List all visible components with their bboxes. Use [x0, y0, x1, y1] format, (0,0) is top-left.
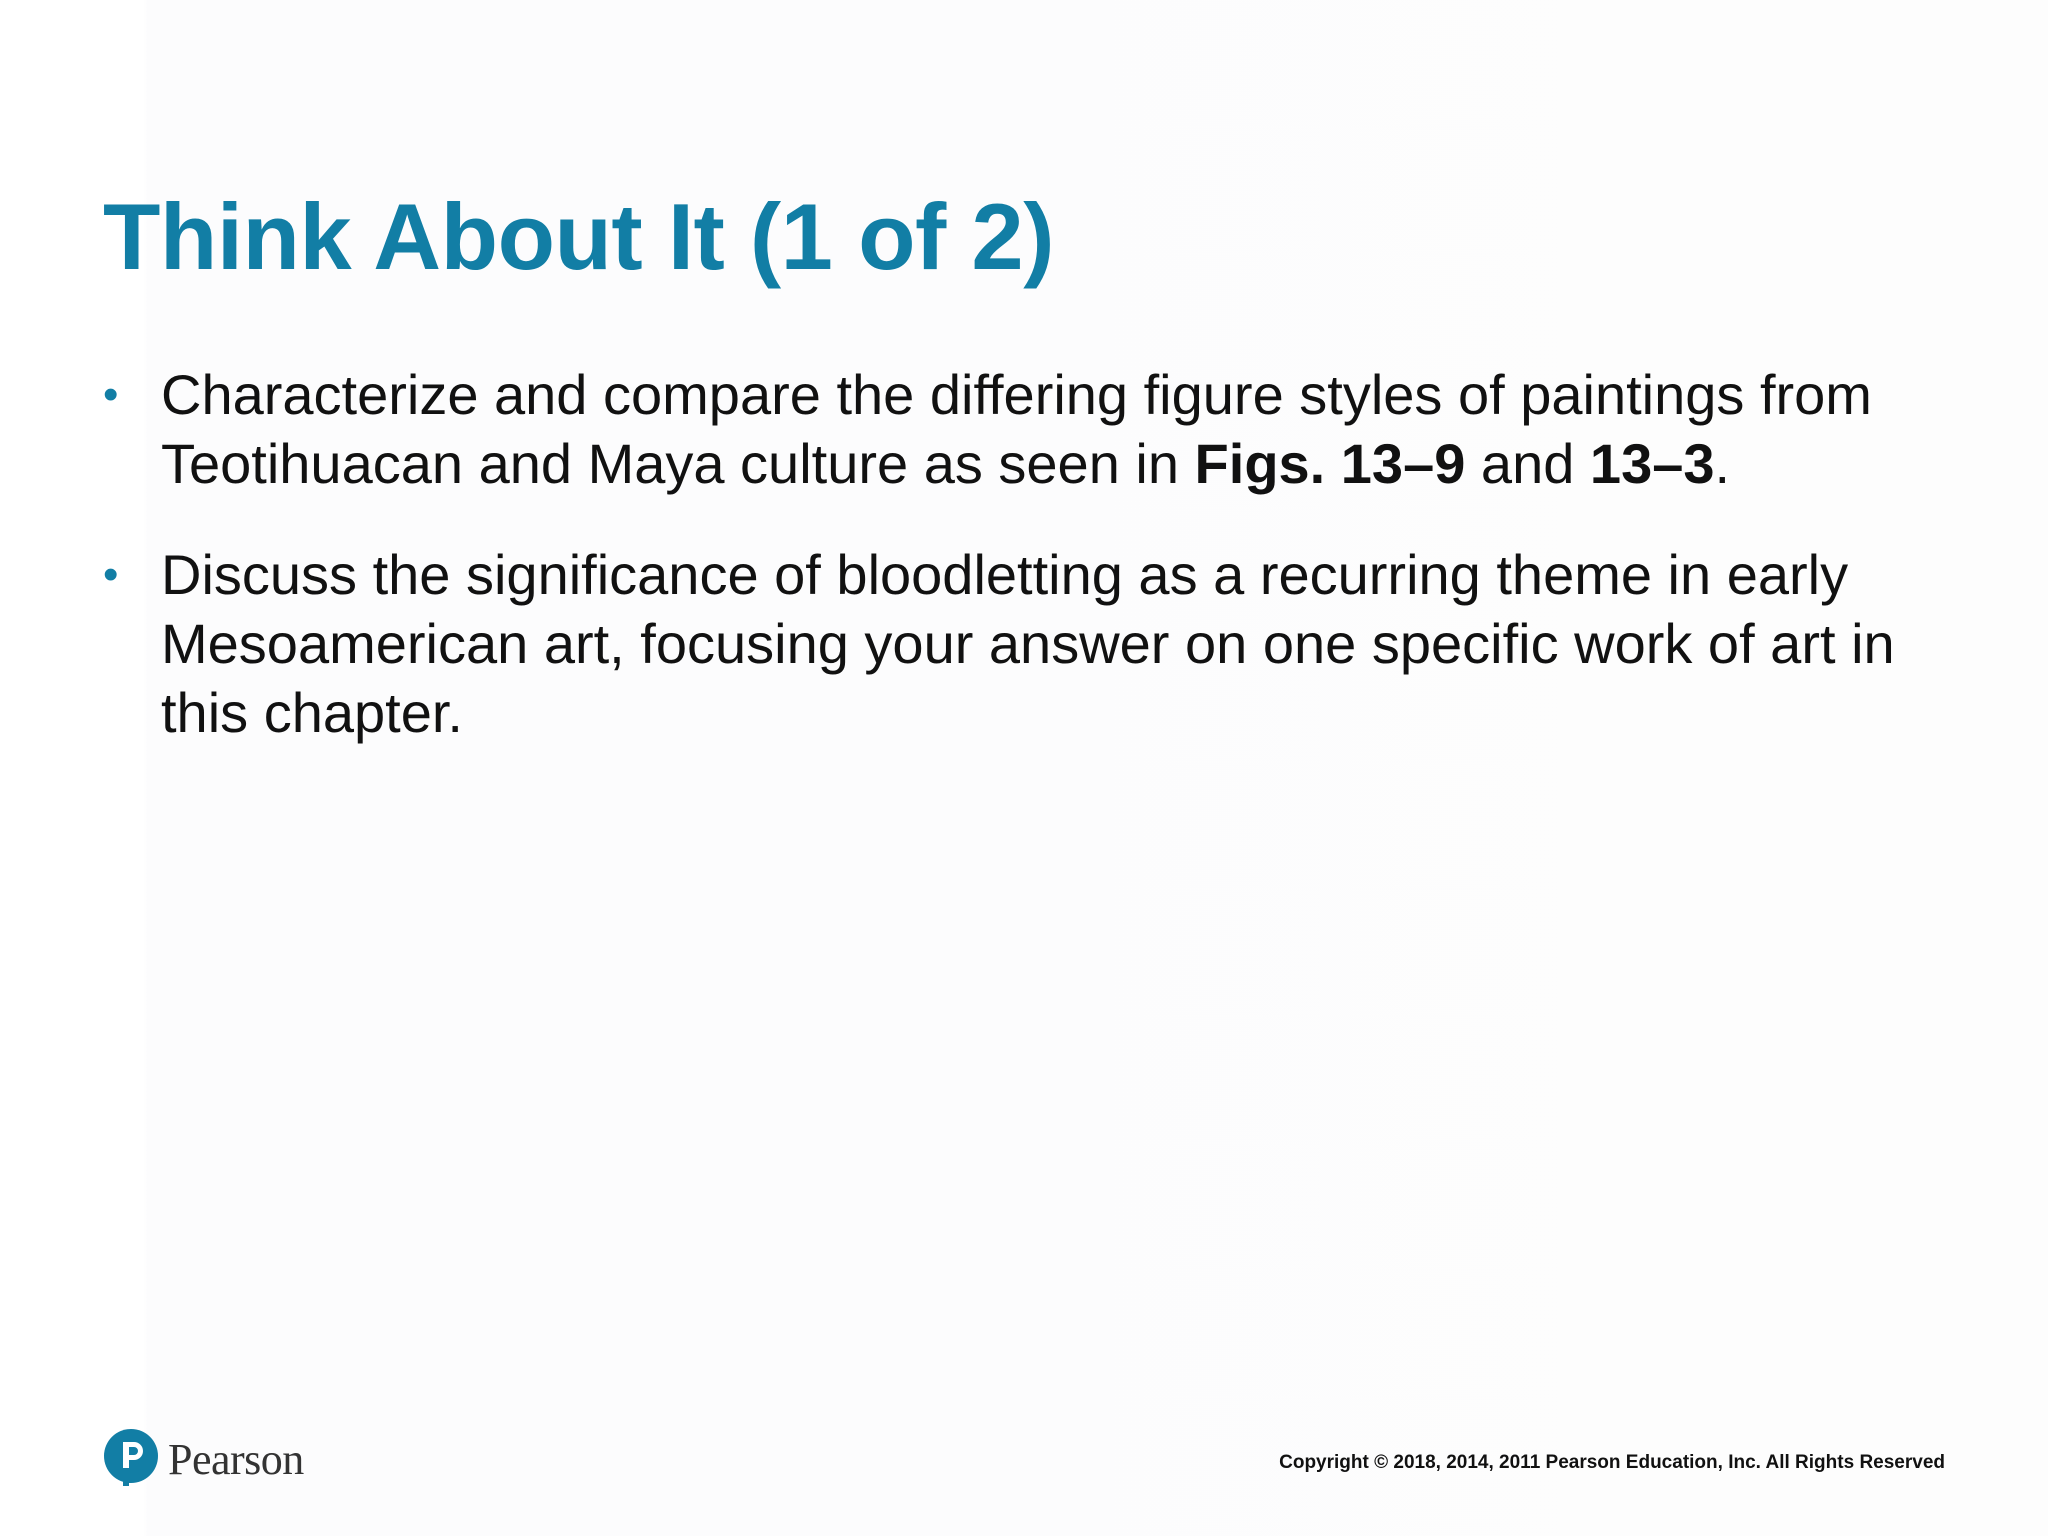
bullet-text-segment: .: [1714, 432, 1731, 495]
bullet-text-1: [161, 363, 1872, 495]
copyright-notice: Copyright © 2018, 2014, 2011 Pearson Education, Inc. All Rights Reserved: [1279, 1452, 1945, 1473]
bullet-text-segment: and: [1465, 432, 1590, 495]
bullet-list: [103, 360, 1983, 789]
pearson-logo: [103, 1428, 304, 1492]
slide-title: Think About It (1 of 2): [103, 184, 1054, 289]
figure-reference: 13–3: [1589, 432, 1715, 495]
bullet-item-1: [103, 360, 1983, 498]
bullet-dot-icon: •: [103, 370, 119, 419]
pearson-p-icon: [103, 1428, 159, 1492]
figure-reference: Figs. 13–9: [1194, 432, 1466, 495]
bullet-dot-icon: •: [103, 550, 119, 599]
bullet-text-segment: Characterize and compare the differing figure styles of paintings from Teotihuacan and Maya culture as seen in: [161, 363, 1872, 495]
bullet-text-2: Discuss the significance of bloodletting as a recurring theme in early Mesoamerican art, focusing your answer on one specific work of art in this chapter.: [161, 543, 1895, 744]
bullet-item-2: [103, 540, 1983, 747]
pearson-wordmark: Pearson: [168, 1435, 304, 1484]
